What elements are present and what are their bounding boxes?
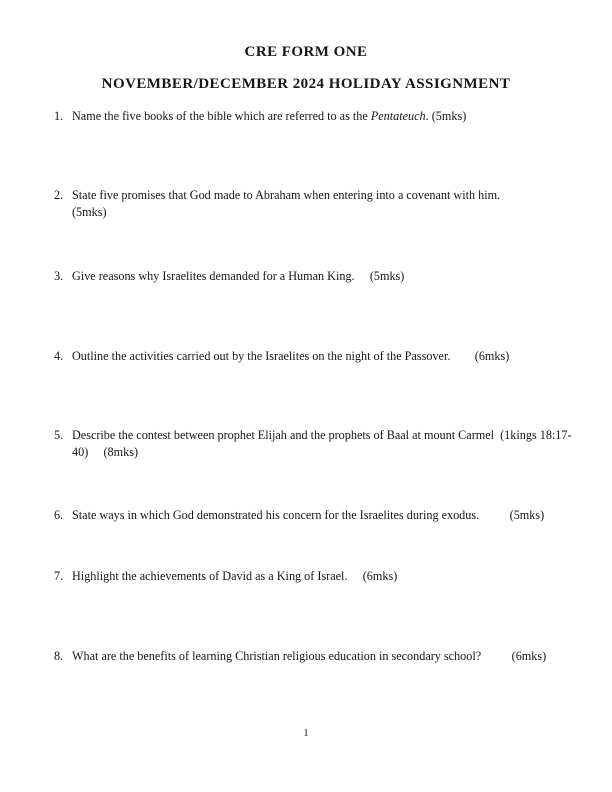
question-text: [72, 568, 554, 585]
question-text: [72, 108, 554, 125]
question-text-line2: 40) (8mks): [72, 444, 139, 459]
question-number: 3.: [54, 269, 64, 283]
question-item-1: [54, 108, 554, 125]
question-item-7: [54, 568, 554, 585]
question-text: [72, 187, 554, 220]
question-text-line1: Highlight the achievements of David as a King of Israel. (6mks): [72, 569, 398, 583]
question-text: [72, 427, 572, 460]
question-text-line1: Give reasons why Israelites demanded for a Human King. (5mks): [72, 269, 405, 283]
question-marks: (5mks): [72, 204, 107, 219]
question-text-line1: What are the benefits of learning Christian religious education in secondary school? (6mks): [72, 649, 547, 663]
question-text-line1: State five promises that God made to Abraham when entering into a covenant with him.: [72, 188, 501, 202]
question-item-6: [54, 507, 554, 524]
question-text-pre: Name the five books of the bible which are referred to as the: [72, 109, 371, 123]
question-text: [72, 268, 554, 285]
question-item-4: [54, 348, 554, 365]
question-number: 6.: [54, 508, 64, 522]
question-item-3: [54, 268, 554, 285]
question-text: [72, 648, 554, 665]
question-number: 1.: [54, 109, 64, 123]
doc-subtitle: NOVEMBER/DECEMBER 2024 HOLIDAY ASSIGNMENT: [101, 76, 511, 92]
question-number: 2.: [54, 188, 64, 202]
question-number: 4.: [54, 349, 64, 363]
question-item-2: [54, 187, 554, 220]
question-number: 7.: [54, 569, 64, 583]
question-text-line1: Outline the activities carried out by the Israelites on the night of the Passover. (6mks): [72, 349, 510, 363]
page-number-footer: 1: [303, 727, 309, 739]
question-text-line1: Describe the contest between prophet Elijah and the prophets of Baal at mount Carmel (1kings 18:17-: [72, 428, 572, 442]
question-text-line1: State ways in which God demonstrated his concern for the Israelites during exodus. (5mks): [72, 508, 545, 522]
question-text-italic: Pentateuch: [370, 109, 426, 123]
question-text: [72, 507, 554, 524]
question-item-5: [54, 427, 572, 460]
question-number: 8.: [54, 649, 64, 663]
question-number: 5.: [54, 428, 64, 442]
question-item-8: [54, 648, 554, 665]
question-text: [72, 348, 554, 365]
question-text-post: . (5mks): [425, 109, 467, 123]
doc-title: CRE FORM ONE: [244, 44, 368, 60]
